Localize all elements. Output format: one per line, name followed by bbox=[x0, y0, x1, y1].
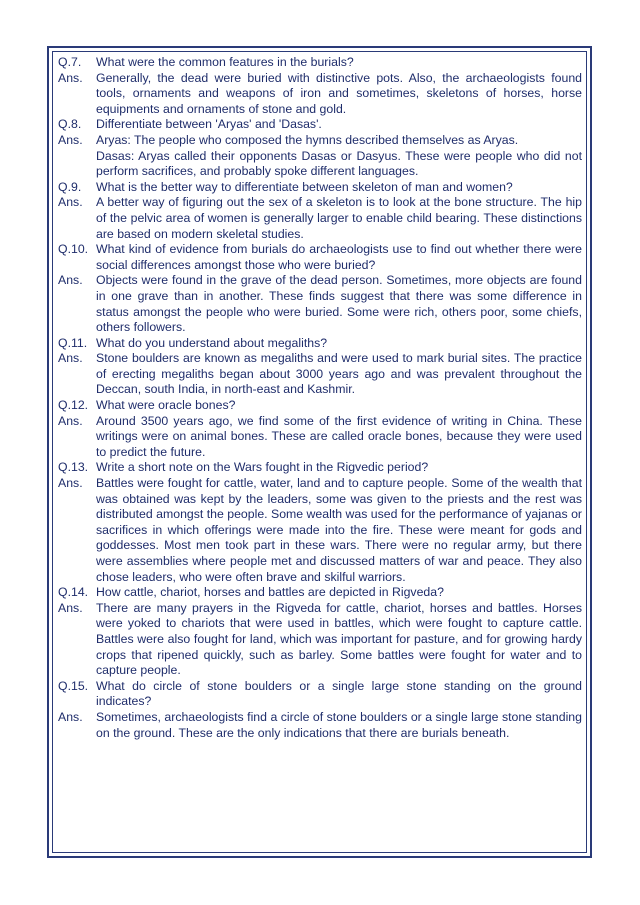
answer-text bbox=[96, 195, 582, 242]
question-number: Q.11. bbox=[58, 335, 88, 350]
answer-text bbox=[96, 133, 582, 180]
question-row bbox=[58, 398, 582, 414]
question-number: Q.12. bbox=[58, 398, 89, 413]
answer-text bbox=[96, 710, 582, 741]
question-row bbox=[58, 679, 582, 710]
answer-label: Ans. bbox=[58, 351, 83, 366]
qa-content bbox=[58, 55, 582, 741]
answer-row bbox=[58, 273, 582, 335]
question-row bbox=[58, 585, 582, 601]
question-text: What is the better way to differentiate between skeleton of man and women? bbox=[96, 179, 513, 194]
answer-row bbox=[58, 710, 582, 741]
answer-paragraph: Sometimes, archaeologists find a circle of stone boulders or a single large stone standing on the ground. These are the only indications that there are burials beneath. bbox=[96, 709, 582, 740]
answer-text bbox=[96, 273, 582, 335]
answer-text bbox=[96, 71, 582, 118]
answer-label: Ans. bbox=[58, 600, 83, 615]
answer-text bbox=[96, 414, 582, 461]
question-number: Q.13. bbox=[58, 460, 89, 475]
question-row bbox=[58, 55, 582, 71]
question-number: Q.10. bbox=[58, 242, 89, 257]
question-text: Differentiate between 'Aryas' and 'Dasas'. bbox=[96, 117, 322, 132]
question-text: How cattle, chariot, horses and battles are depicted in Rigveda? bbox=[96, 585, 444, 600]
answer-paragraph: Objects were found in the grave of the dead person. Sometimes, more objects are found in one grave than in another. These finds suggest that there was some difference in status amongst the people who were buried. Some were rich, others poor, some chiefs, others followers. bbox=[96, 273, 582, 335]
question-number: Q.15. bbox=[58, 678, 89, 693]
answer-row bbox=[58, 351, 582, 398]
answer-row bbox=[58, 601, 582, 679]
question-text: What do circle of stone boulders or a single large stone standing on the ground indicates? bbox=[96, 678, 582, 709]
answer-paragraph: A better way of figuring out the sex of a skeleton is to look at the bone structure. The hip of the pelvic area of women is generally larger to enable child bearing. These distinctions are based on modern skeletal studies. bbox=[96, 195, 582, 241]
answer-label: Ans. bbox=[58, 476, 83, 491]
answer-row bbox=[58, 476, 582, 585]
question-text: What were oracle bones? bbox=[96, 398, 236, 413]
answer-paragraph: Aryas: The people who composed the hymns described themselves as Aryas. bbox=[96, 132, 519, 147]
answer-paragraph: Dasas: Aryas called their opponents Dasas or Dasyus. These were people who did not perform sacrifices, and probably spoke different languages. bbox=[96, 148, 582, 179]
question-row bbox=[58, 117, 582, 133]
question-row bbox=[58, 242, 582, 273]
answer-row bbox=[58, 414, 582, 461]
answer-text bbox=[96, 601, 582, 679]
answer-label: Ans. bbox=[58, 70, 83, 85]
question-row bbox=[58, 336, 582, 352]
question-number: Q.7. bbox=[58, 55, 82, 69]
answer-text bbox=[96, 351, 582, 398]
answer-paragraph: Around 3500 years ago, we find some of the first evidence of writing in China. These writings were on animal bones. These are called oracle bones, because they were used to predict the future. bbox=[96, 413, 582, 459]
answer-paragraph: There are many prayers in the Rigveda for cattle, chariot, horses and battles. Horses were yoked to chariots that were used in battles, which were fought to capture cattle. Battles were also fought for land, which was important for pasture, and for growing hardy crops that ripened quickly, such as barley. Some battles were fought for water and to capture people. bbox=[96, 600, 582, 678]
question-text: Write a short note on the Wars fought in the Rigvedic period? bbox=[96, 460, 429, 475]
answer-label: Ans. bbox=[58, 413, 83, 428]
question-text: What were the common features in the burials? bbox=[96, 55, 354, 69]
question-text: What kind of evidence from burials do archaeologists use to find out whether there were social differences amongst those who were buried? bbox=[96, 242, 582, 272]
answer-row bbox=[58, 133, 582, 180]
answer-label: Ans. bbox=[58, 132, 83, 147]
answer-paragraph: Generally, the dead were buried with distinctive pots. Also, the archaeologists found tools, ornaments and weapons of iron and sometimes, skeletons of horses, horse equipments and ornaments of stone and gold. bbox=[96, 70, 582, 116]
answer-row bbox=[58, 71, 582, 118]
question-number: Q.14. bbox=[58, 585, 89, 600]
answer-paragraph: Stone boulders are known as megaliths and were used to mark burial sites. The practice of erecting megaliths began about 3000 years ago and was prevalent throughout the Deccan, south India, in north-east and Kashmir. bbox=[96, 351, 582, 397]
answer-label: Ans. bbox=[58, 273, 83, 288]
question-number: Q.9. bbox=[58, 179, 82, 194]
answer-paragraph: Battles were fought for cattle, water, land and to capture people. Some of the wealth that was obtained was kept by the leaders, some was given to the priests and the rest was distributed amongst the people. Some wealth was used for the performance of yajanas or sacrifices in which offerings were made into the fire. These were meant for gods and goddesses. Most men took part in these wars. There were no regular army, but there were assemblies where people met and discussed matters of war and peace. They also chose leaders, who were often brave and skilful warriors. bbox=[96, 476, 583, 584]
answer-label: Ans. bbox=[58, 195, 83, 210]
answer-label: Ans. bbox=[58, 709, 83, 724]
answer-text bbox=[96, 476, 582, 585]
question-number: Q.8. bbox=[58, 117, 82, 132]
question-row bbox=[58, 180, 582, 196]
answer-row bbox=[58, 195, 582, 242]
question-row bbox=[58, 460, 582, 476]
question-text: What do you understand about megaliths? bbox=[96, 335, 328, 350]
